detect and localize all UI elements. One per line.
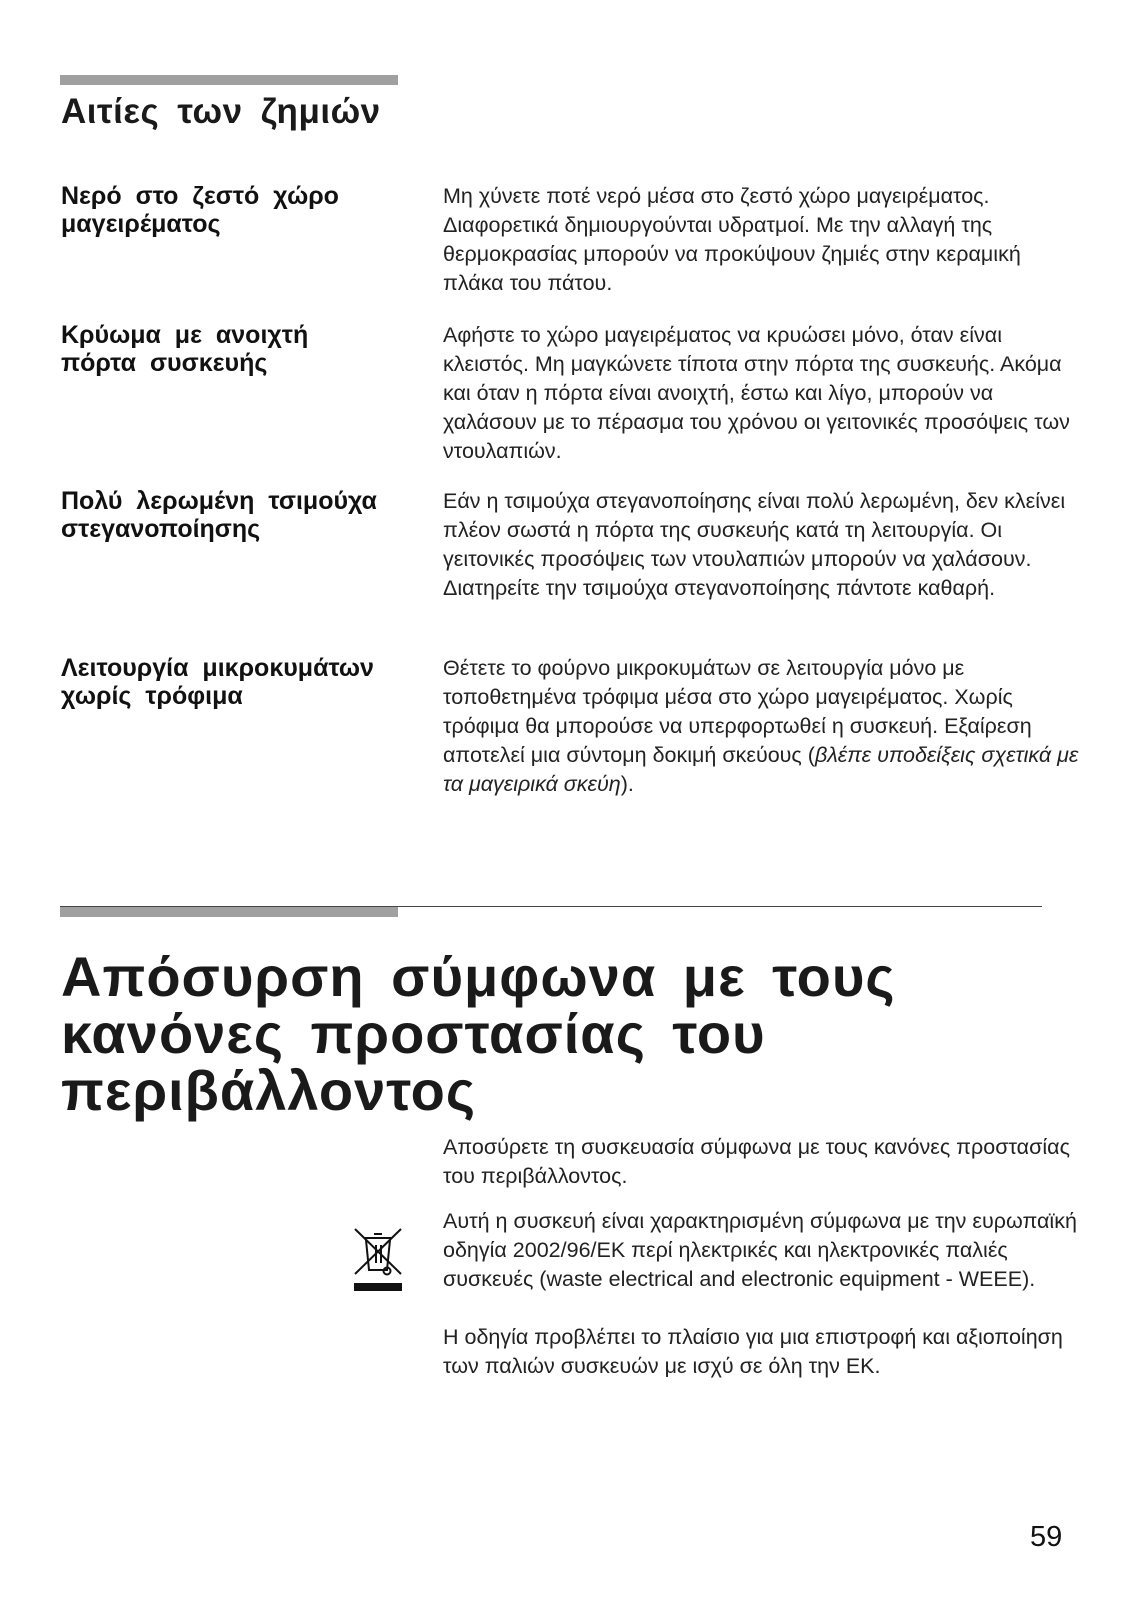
damage-item-term: Λειτουργία μικροκυμάτων χωρίς τρόφιμα: [61, 654, 374, 710]
damage-item-term: Κρύωμα με ανοιχτή πόρτα συσκευής: [61, 321, 309, 377]
cookware-reference: βλέπε υποδείξεις σχετικά με τα μαγειρικά σκεύη: [443, 743, 1079, 796]
crossed-out-wheelie-bin-icon: [352, 1228, 404, 1305]
damage-item-description: Μη χύνετε ποτέ νερό μέσα στο ζεστό χώρο μαγειρέματος. Διαφορετικά δημιουργούνται υδρατμοί. Με την αλλαγή της θερμοκρασίας μπορούν να προκύψουν ζημιές στην κεραμική πλάκα του πάτου.: [443, 184, 1021, 295]
disposal-section-title: Απόσυρση σύμφωνα με τους κανόνες προστασίας του περιβάλλοντος: [61, 945, 896, 1122]
damage-item-description: Θέτετε το φούρνο μικροκυμάτων σε λειτουργία μόνο με τοποθετημένα τρόφιμα μέσα στο χώρο μαγειρέματος. Χωρίς τρόφιμα θα μπορούσε να υπερφορτωθεί η συσκευή. Εξαίρεση αποτελεί μια σύντομη δοκιμή σκεύους (βλέπε υποδείξεις σχετικά με τα μαγειρικά σκεύη).: [443, 656, 1079, 796]
disposal-intro: Αποσύρετε τη συσκευασία σύμφωνα με τους κανόνες προστασίας του περιβάλλοντος.: [443, 1135, 1070, 1188]
damage-item-description: Αφήστε το χώρο μαγειρέματος να κρυώσει μόνο, όταν είναι κλειστός. Μη μαγκώνετε τίποτα στην πόρτα της συσκευής. Ακόμα και όταν η πόρτα είναι ανοιχτή, έστω και λίγο, μπορούν να χαλάσουν με το πέρασμα του χρόνου οι γειτονικές προσόψεις των ντουλαπιών.: [443, 323, 1070, 463]
directive-description: Η οδηγία προβλέπει το πλαίσιο για μια επιστροφή και αξιοποίηση των παλιών συσκευών με ισχύ σε όλη την ΕΚ.: [443, 1325, 1063, 1378]
damage-item-description: Εάν η τσιμούχα στεγανοποίησης είναι πολύ λερωμένη, δεν κλείνει πλέον σωστά η πόρτα της συσκευής κατά τη λειτουργία. Οι γειτονικές προσόψεις των ντουλαπιών μπορούν να χαλάσουν. Διατηρείτε την τσιμούχα στεγανοποίησης πάντοτε καθαρή.: [443, 489, 1066, 600]
weee-description: Αυτή η συσκευή είναι χαρακτηρισμένη σύμφωνα με την ευρωπαϊκή οδηγία 2002/96/ΕΚ περί ηλεκτρικές και ηλεκτρονικές παλιές συσκευές (waste electrical and electronic equipment - WEEE).: [443, 1209, 1077, 1291]
page-number: 59: [1030, 1521, 1063, 1553]
section-bar-bottom: [60, 907, 398, 917]
section-bar-top: [60, 75, 398, 85]
damage-item-term: Πολύ λερωμένη τσιμούχα στεγανοποίησης: [61, 487, 377, 543]
damage-section-title: Αιτίες των ζημιών: [61, 92, 381, 131]
damage-item-term: Νερό στο ζεστό χώρο μαγειρέματος: [61, 182, 339, 238]
